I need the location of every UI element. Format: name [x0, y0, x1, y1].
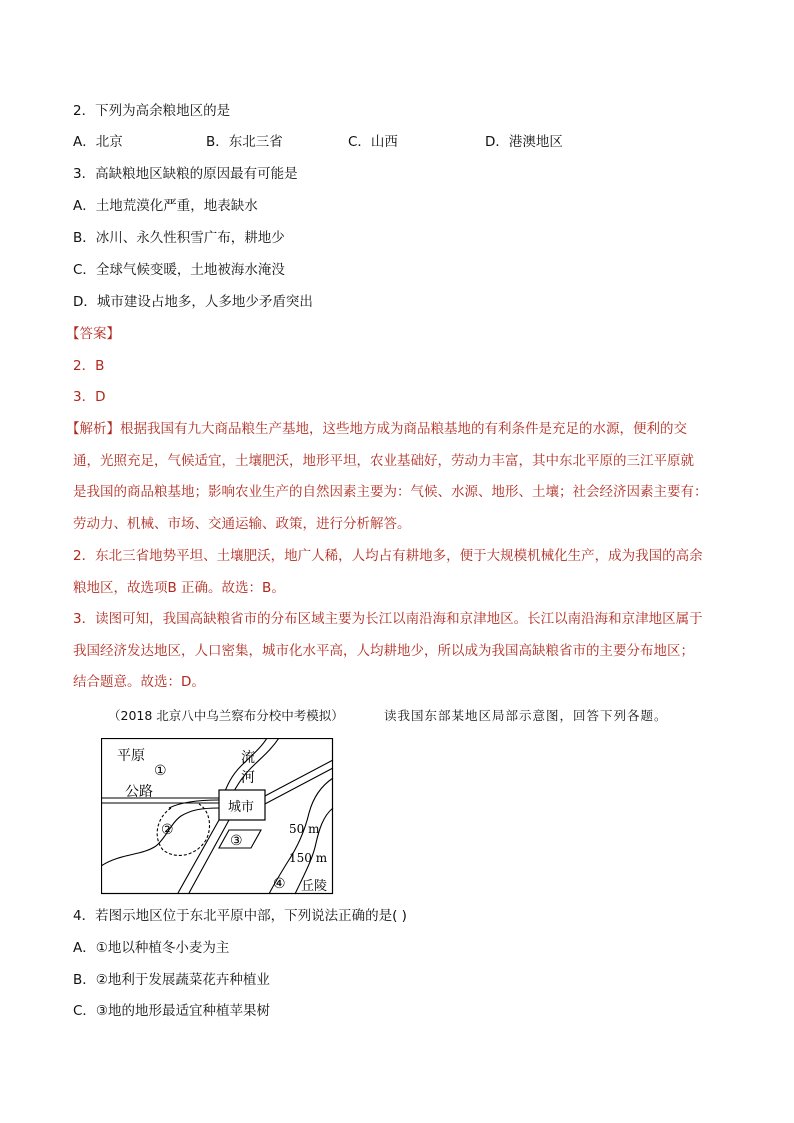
label-road: 公路 [125, 784, 153, 800]
analysis-q2-line-1: 2．东北三省地势平坦、土壤肥沃，地广人稀，人均占有耕地多，便于大规模机械化生产，成为我国的高余 [73, 548, 703, 564]
analysis-line-4: 劳动力、机械、市场、交通运输、政策，进行分析解答。 [73, 515, 411, 532]
river-bank-left [223, 738, 267, 796]
q2-option-c: C．山西 [348, 134, 398, 150]
q3-option-b: B．冰川、永久性积雪广布，耕地少 [73, 230, 285, 246]
answer-q2: 2．B [73, 358, 105, 374]
label-river1: 流 [241, 750, 255, 766]
answer-q3: 3．D [73, 389, 106, 405]
label-area4: ④ [273, 876, 286, 892]
q4-option-b: B．②地利于发展蔬菜花卉种植业 [73, 972, 270, 988]
label-plain: 平原 [117, 748, 145, 764]
q4-option-c: C．③地的地形最适宜种植苹果树 [73, 1003, 271, 1019]
label-area1: ① [154, 763, 167, 779]
label-area3: ③ [230, 833, 243, 849]
label-contour150: 150 m [289, 851, 328, 865]
analysis-q3-block [73, 604, 723, 699]
region-map [101, 738, 334, 895]
analysis-q3-line-2: 我国经济发达地区，人口密集，城市化水平高，人均耕地少，所以成为我国高缺粮省市的主要分布地区； [73, 642, 694, 659]
analysis-line-2: 通，光照充足，气候适宜，土壤肥沃，地形平坦，农业基础好，劳动力丰富，其中东北平原的三江平原就 [73, 452, 694, 469]
river-bank-right [231, 738, 279, 796]
q4-option-a: A．①地以种植冬小麦为主 [73, 940, 230, 956]
south-road-left [178, 820, 219, 893]
analysis-block [66, 414, 716, 540]
label-river2: 河 [241, 770, 255, 786]
label-contour50: 50 m [289, 822, 320, 836]
q3-stem: 3．高缺粮地区缺粮的原因最有可能是 [73, 166, 298, 182]
label-hills: 丘陵 [301, 879, 328, 894]
analysis-line-1: 根据我国有九大商品粮生产基地，这些地方成为商品粮基地的有利条件是充足的水源，便利的交 [120, 421, 687, 437]
source-instruction: 读我国东部某地区局部示意图，回答下列各题。 [384, 708, 668, 723]
analysis-q3-line-1: 3．读图可知，我国高缺粮省市的分布区域主要为长江以南沿海和京津地区。长江以南沿海和京津地区属于 [73, 611, 703, 627]
label-area2: ② [161, 822, 174, 838]
q2-option-b: B．东北三省 [206, 134, 283, 150]
analysis-q2-line-2: 粮地区，故选项B 正确。故选：B。 [73, 579, 285, 596]
analysis-q2-block [73, 541, 723, 604]
q4-stem: 4．若图示地区位于东北平原中部，下列说法正确的是( ) [73, 908, 407, 924]
analysis-heading: 【解析】 [66, 421, 120, 437]
analysis-line-3: 是我国的商品粮基地；影响农业生产的自然因素主要为：气候、水源、地形、土壤；社会经济因素主要有： [73, 484, 708, 500]
q2-option-a: A．北京 [73, 134, 123, 150]
answer-heading: 【答案】 [66, 326, 120, 342]
river-upper-bank [169, 800, 219, 808]
q3-option-c: C．全球气候变暖，土地被海水淹没 [73, 262, 285, 278]
q3-option-a: A．土地荒漠化严重，地表缺水 [73, 198, 258, 214]
q2-stem: 2．下列为高余粮地区的是 [73, 103, 231, 119]
q3-option-d: D．城市建设占地多，人多地少矛盾突出 [73, 294, 313, 310]
source-label: （2018 北京八中乌兰察布分校中考模拟） [108, 708, 344, 723]
q2-option-d: D．港澳地区 [485, 134, 563, 150]
analysis-q3-line-3: 结合题意。故选：D。 [73, 674, 205, 690]
river-lower-bank [101, 808, 219, 866]
label-city: 城市 [228, 800, 255, 815]
